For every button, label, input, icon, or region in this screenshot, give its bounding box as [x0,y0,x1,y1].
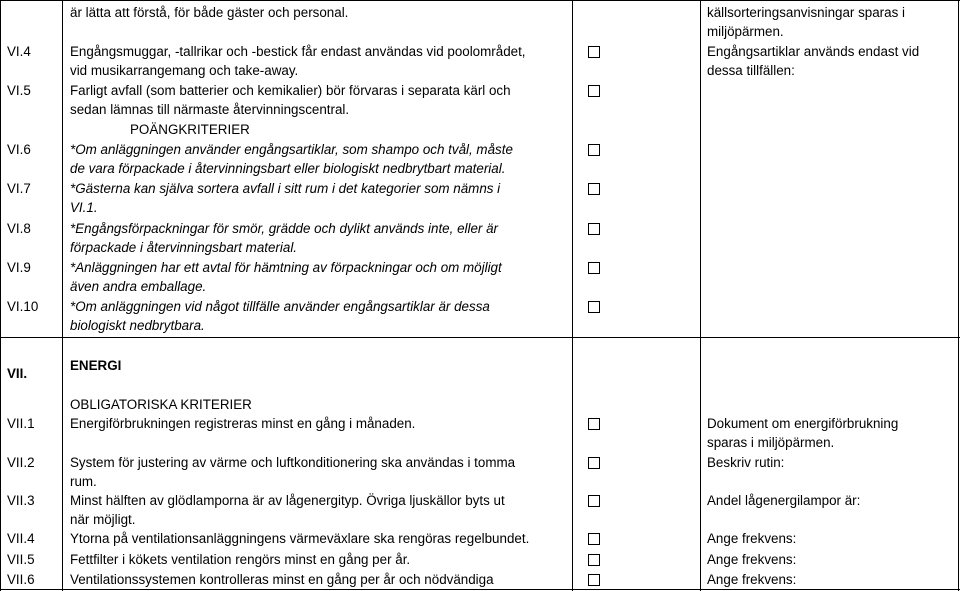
comment-text: Ange frekvens: [707,531,797,546]
row-text: förpackade i återvinningsbart material. [70,240,298,255]
checkbox[interactable] [588,85,600,97]
row-id: VII.1 [7,416,35,431]
checkbox[interactable] [588,418,600,430]
row-id: VI.4 [7,44,31,59]
row-text: VI.1. [70,200,98,215]
row-id: VI.6 [7,142,31,157]
col-divider [0,0,1,591]
row-id: VII.5 [7,552,35,567]
row-text: sedan lämnas till närmaste återvinningscentral. [70,102,350,117]
comment-text: Dokument om energiförbrukning [707,416,899,431]
checkbox[interactable] [588,554,600,566]
comment-text: källsorteringsanvisningar sparas i [707,5,905,20]
section-id: VII. [7,366,28,381]
row-text: Energiförbrukningen registreras minst en gång i månaden. [70,416,416,431]
row-text: Fettfilter i kökets ventilation rengörs minst en gång per år. [70,552,411,567]
checkbox[interactable] [588,144,600,156]
row-id: VII.3 [7,493,35,508]
col-divider [62,0,63,591]
comment-text: Ange frekvens: [707,572,797,587]
checkbox[interactable] [588,533,600,545]
row-text: vid musikarrangemang och take-away. [70,63,299,78]
row-text: är lätta att förstå, för både gäster och personal. [70,5,349,20]
col-divider [572,0,573,591]
row-text: Minst hälften av glödlamporna är av lågenergityp. Övriga ljuskällor byts ut [70,493,505,508]
row-text: rum. [70,474,97,489]
checkbox[interactable] [588,262,600,274]
row-text: Ventilationssystemen kontrolleras minst en gång per år och nödvändiga [70,572,494,587]
row-text: *Om anläggningen vid något tillfälle använder engångsartiklar är dessa [70,299,490,314]
row-id: VII.2 [7,455,35,470]
row-text: System för justering av värme och luftkonditionering ska användas i tomma [70,455,516,470]
comment-text: miljöpärmen. [707,24,784,39]
row-id: VI.5 [7,83,31,98]
row-divider [0,337,960,338]
row-id: VI.7 [7,181,31,196]
comment-text: Andel lågenergilampor är: [707,493,861,508]
checkbox[interactable] [588,574,600,586]
col-divider [700,0,701,591]
checkbox[interactable] [588,457,600,469]
row-text: *Om anläggningen använder engångsartiklar, som shampo och tvål, måste [70,142,513,157]
row-text: även andra emballage. [70,279,207,294]
row-text: när möjligt. [70,512,136,527]
row-text: Engångsmuggar, -tallrikar och -bestick får endast användas vid poolområdet, [70,44,526,59]
comment-text: dessa tillfällen: [707,63,795,78]
row-text: de vara förpackade i återvinningsbart eller biologiskt nedbrytbart material. [70,161,506,176]
row-text: Farligt avfall (som batterier och kemikalier) bör förvaras i separata kärl och [70,83,511,98]
checkbox[interactable] [588,495,600,507]
row-id: VI.9 [7,260,31,275]
row-text: biologiskt nedbrytbara. [70,318,205,333]
comment-text: Ange frekvens: [707,552,797,567]
section-title: ENERGI [70,358,122,373]
row-text: *Engångsförpackningar för smör, grädde och dylikt används inte, eller är [70,221,498,236]
checkbox[interactable] [588,301,600,313]
comment-text: Beskriv rutin: [707,455,785,470]
row-divider [0,0,960,1]
row-id: VII.6 [7,572,35,587]
row-id: VI.10 [7,299,39,314]
checkbox[interactable] [588,183,600,195]
checkbox[interactable] [588,223,600,235]
col-divider [958,0,959,591]
row-id: VII.4 [7,531,35,546]
row-text: *Anläggningen har ett avtal för hämtning av förpackningar och om möjligt [70,260,502,275]
row-text: *Gästerna kan själva sortera avfall i sitt rum i det kategorier som nämns i [70,181,501,196]
mandatory-heading: OBLIGATORISKA KRITERIER [70,397,252,412]
checkbox[interactable] [588,46,600,58]
comment-text: sparas i miljöpärmen. [707,435,835,450]
row-text: Ytorna på ventilationsanläggningens värmeväxlare ska rengöras regelbundet. [70,531,530,546]
comment-text: Engångsartiklar används endast vid [707,44,920,59]
row-id: VI.8 [7,221,31,236]
criteria-heading: POÄNGKRITERIER [130,122,250,137]
row-divider [0,589,960,590]
